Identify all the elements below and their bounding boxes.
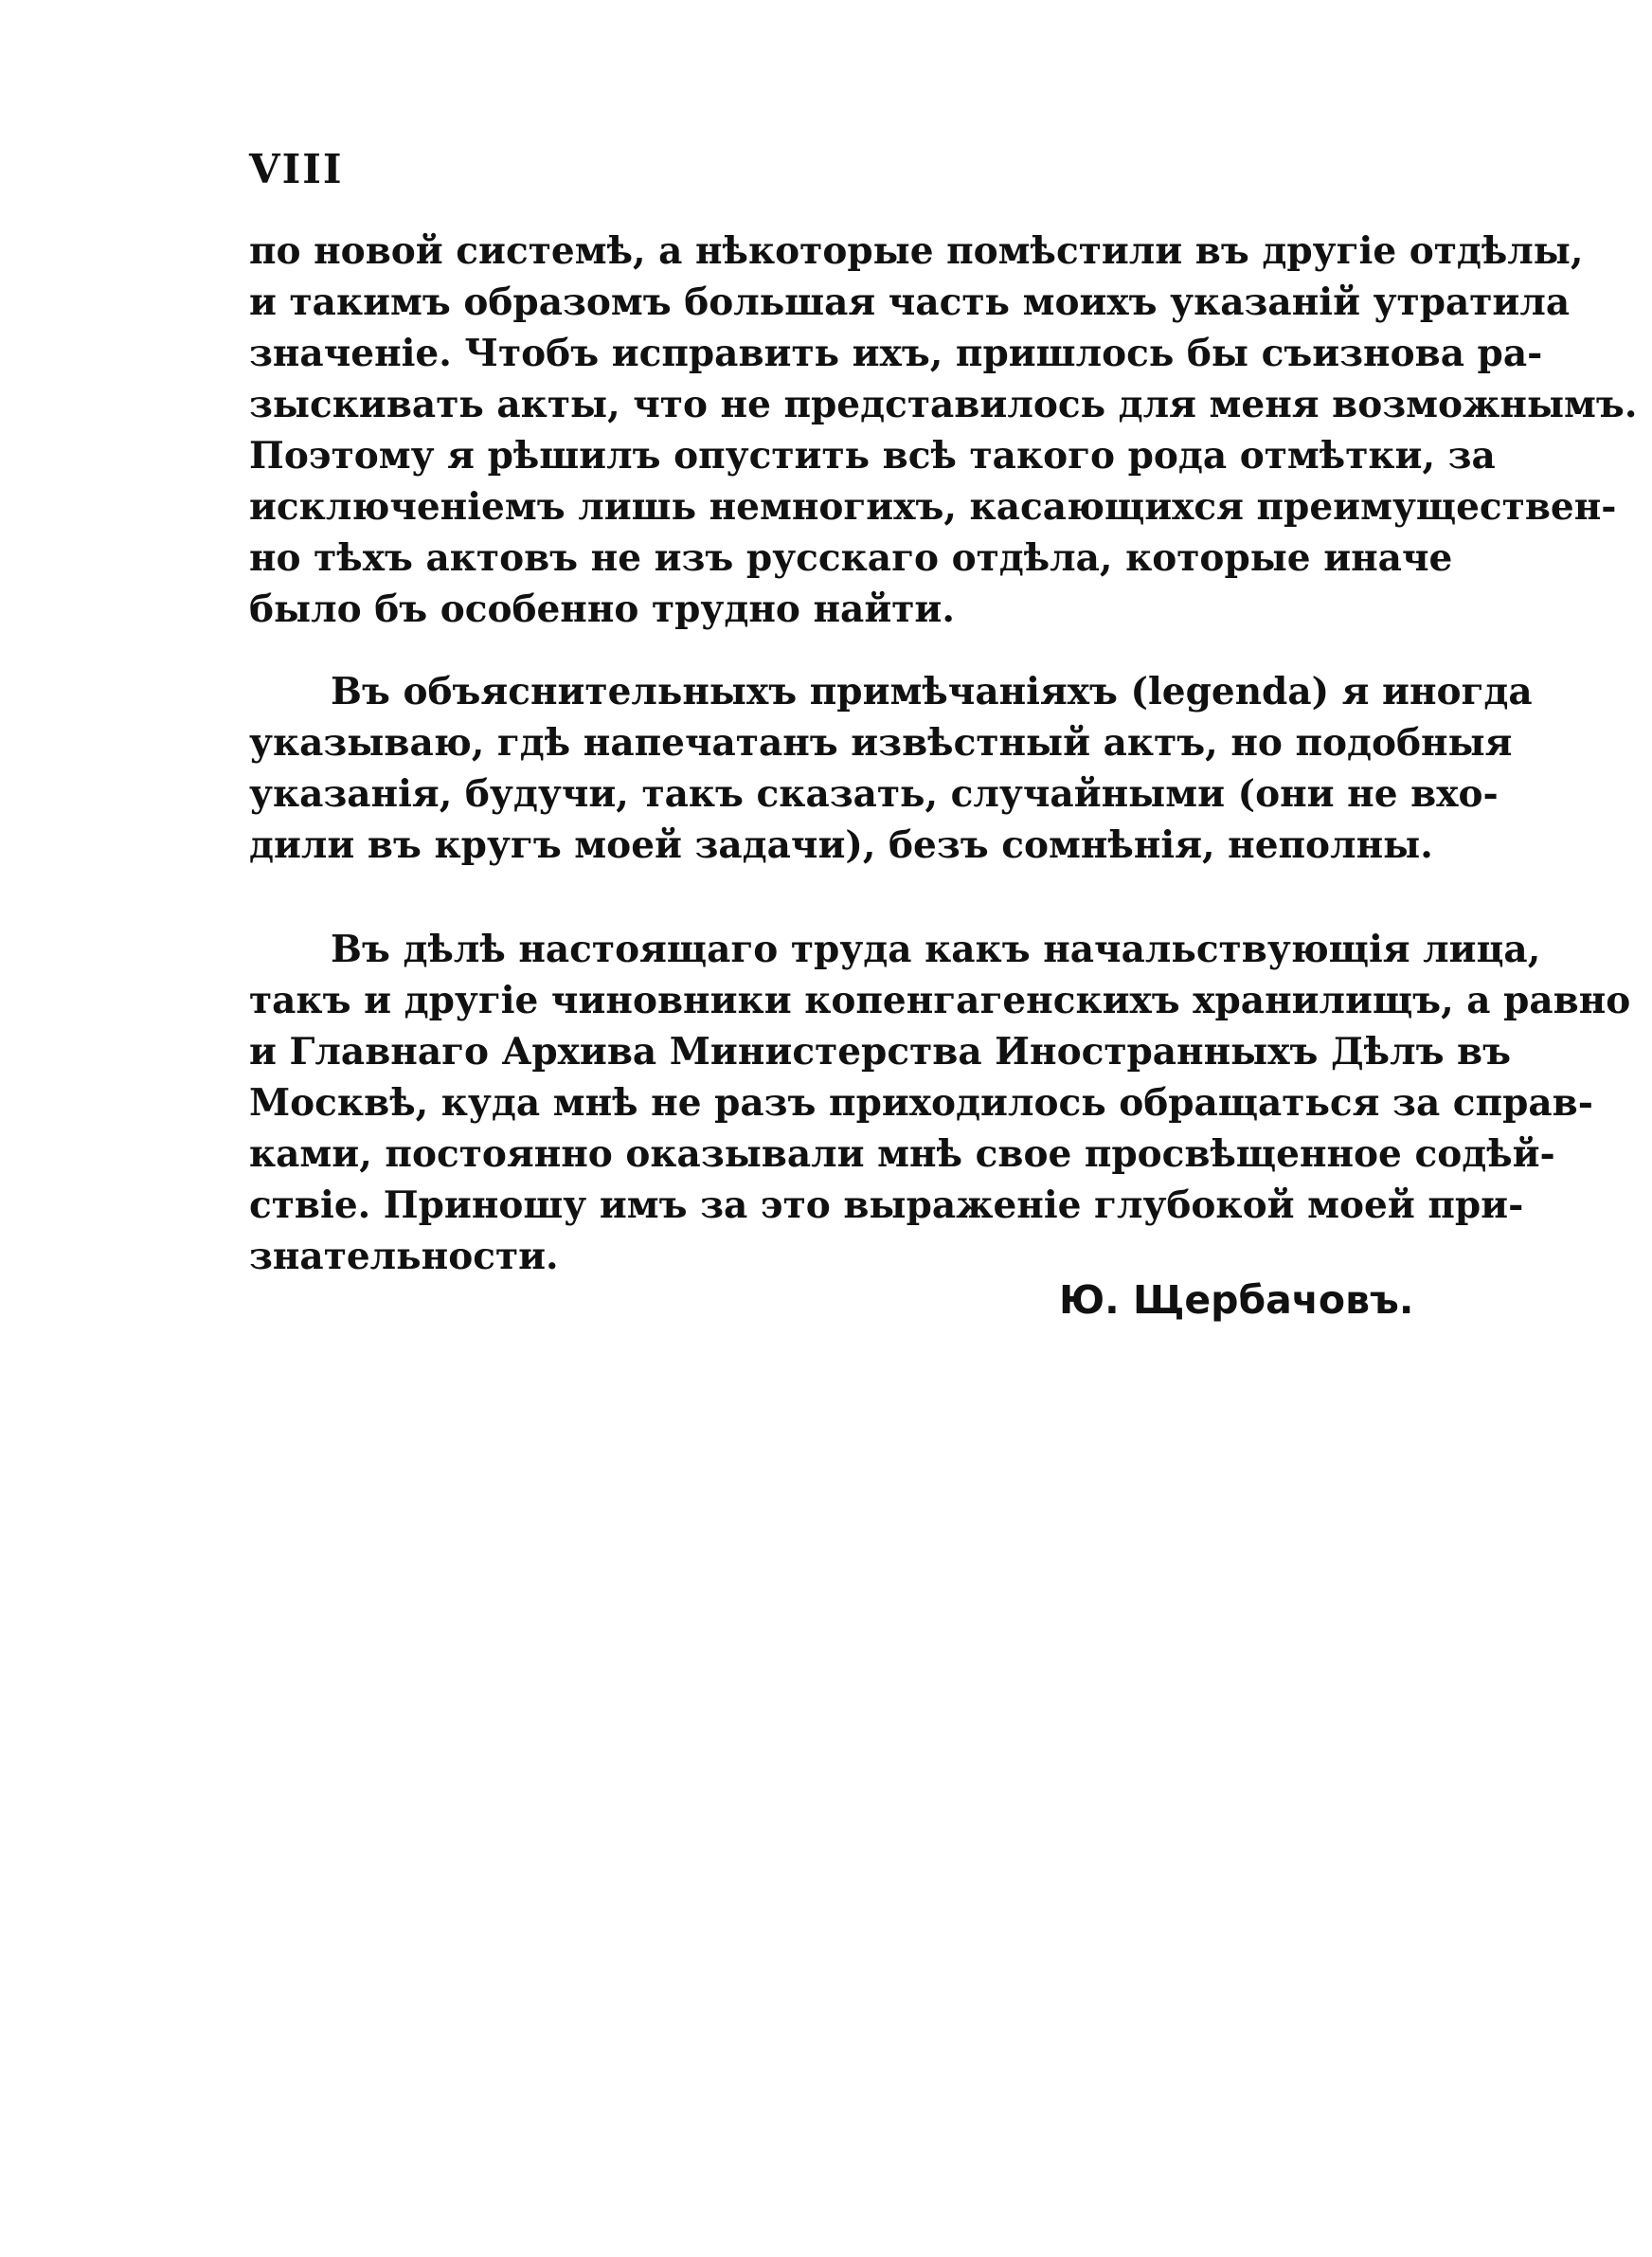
text-line: было бъ особенно трудно найти. — [249, 587, 955, 631]
text-line: по новой системѣ, а нѣкоторые помѣстили въ другіе отдѣлы, — [249, 229, 1584, 273]
page-number: VIII — [249, 146, 344, 192]
paragraph-1 — [249, 226, 1638, 635]
text-line: указываю, гдѣ напечатанъ извѣстный актъ, но подобныя — [249, 721, 1513, 765]
text-line: ствіе. Приношу имъ за это выраженіе глубокой моей при- — [249, 1183, 1524, 1227]
paragraph-2 — [249, 666, 1533, 871]
text-line: дили въ кругъ моей задачи), безъ сомнѣнія, неполны. — [249, 823, 1433, 867]
text-line: Поэтому я рѣшилъ опустить всѣ такого рода отмѣтки, за — [249, 434, 1496, 478]
paragraph-3 — [249, 924, 1631, 1282]
text-line: такъ и другіе чиновники копенгагенскихъ хранилищъ, а равно — [249, 979, 1631, 1022]
text-line: зыскивать акты, что не представилось для меня возможнымъ. — [249, 383, 1638, 426]
text-line: исключеніемъ лишь немногихъ, касающихся преимуществен- — [249, 485, 1617, 529]
text-line: и Главнаго Архива Министерства Иностранныхъ Дѣлъ въ — [249, 1030, 1512, 1074]
text-line: но тѣхъ актовъ не изъ русскаго отдѣла, которые иначе — [249, 536, 1453, 580]
text-line: знательности. — [249, 1235, 559, 1278]
text-line: Москвѣ, куда мнѣ не разъ приходилось обращаться за справ- — [249, 1081, 1593, 1125]
author-signature: Ю. Щербачовъ. — [1059, 1277, 1414, 1323]
text-line: ками, постоянно оказывали мнѣ свое просвѣщенное содѣй- — [249, 1132, 1555, 1176]
text-line: Въ объяснительныхъ примѣчаніяхъ (legenda) я иногда — [331, 670, 1533, 713]
text-line: указанія, будучи, такъ сказать, случайными (они не вхо- — [249, 772, 1499, 816]
text-line: Въ дѣлѣ настоящаго труда какъ начальствующія лица, — [331, 928, 1541, 971]
text-line: и такимъ образомъ большая часть моихъ указаній утратила — [249, 280, 1571, 324]
text-line: значеніе. Чтобъ исправить ихъ, пришлось бы съизнова ра- — [249, 332, 1543, 375]
